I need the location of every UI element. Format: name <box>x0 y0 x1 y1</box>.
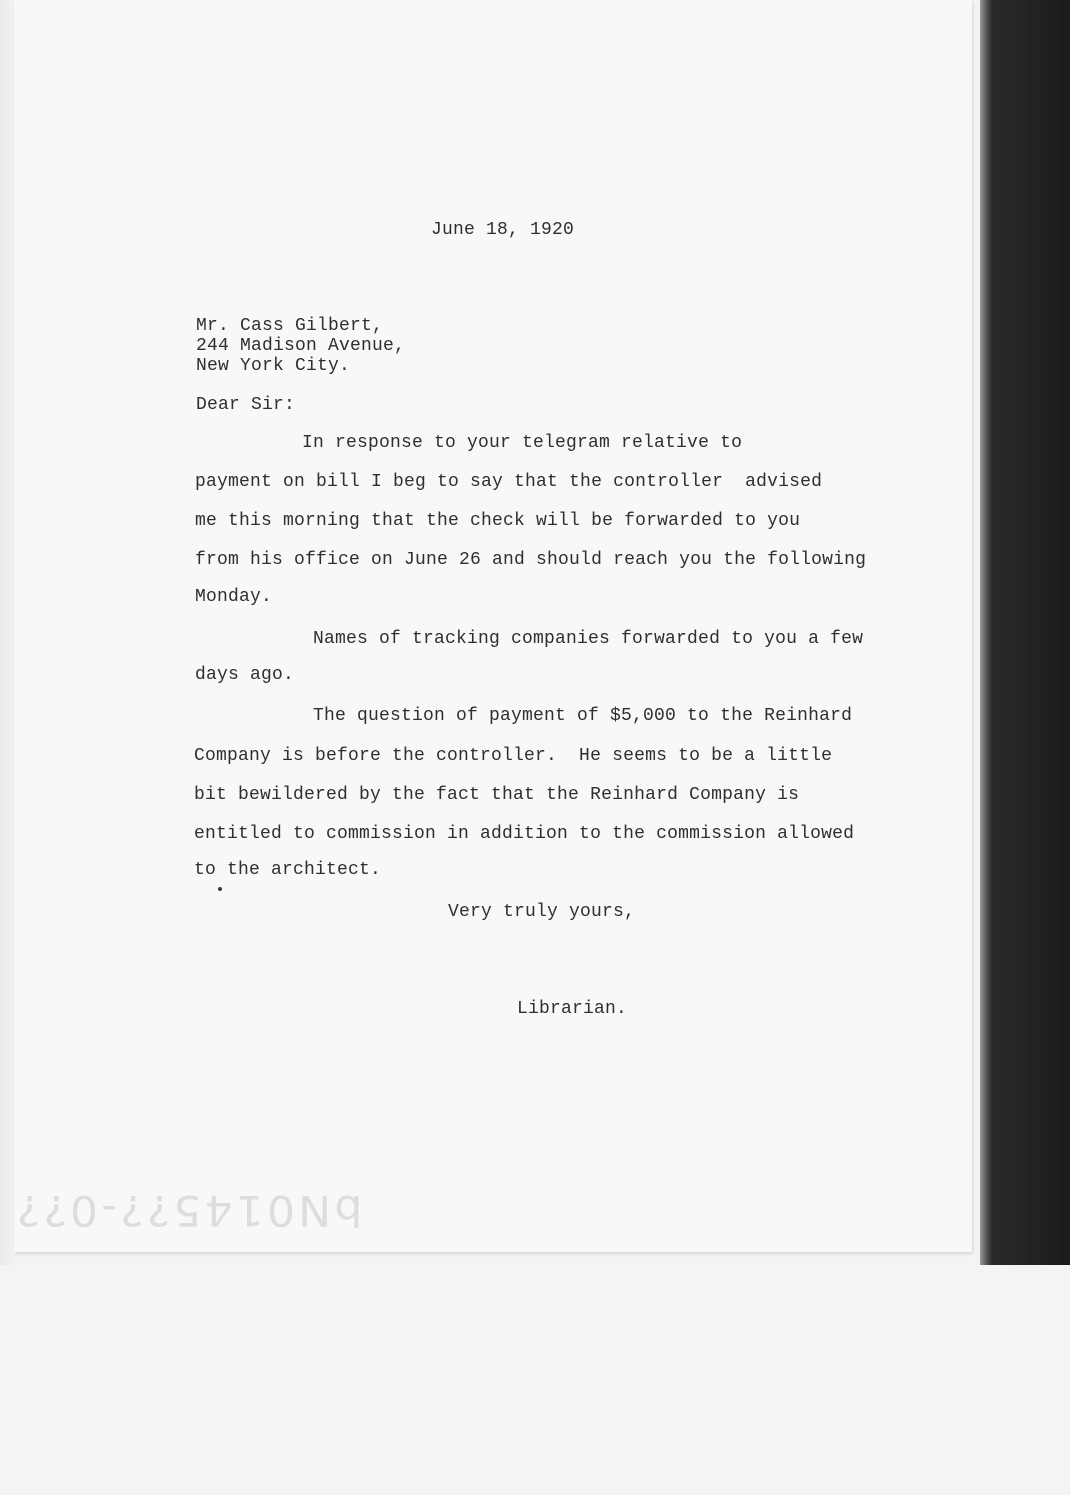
archive-id-stamp: bN0145??-0?? <box>13 1186 363 1235</box>
body-line: entitled to commission in addition to the commission allowed <box>194 824 855 844</box>
body-line: me this morning that the check will be forwarded to you <box>195 511 801 531</box>
body-line: The question of payment of $5,000 to the Reinhard <box>313 706 853 726</box>
body-line: Monday. <box>195 587 273 607</box>
recipient-city: New York City. <box>196 356 351 376</box>
scan-margin <box>0 0 14 1265</box>
body-line: days ago. <box>195 665 295 685</box>
body-line: Company is before the controller. He seems to be a little <box>194 746 833 766</box>
body-line: from his office on June 26 and should reach you the following <box>195 550 867 570</box>
scanner-bed-edge <box>980 0 1070 1265</box>
recipient-street: 244 Madison Avenue, <box>196 336 406 356</box>
body-line: bit bewildered by the fact that the Reinhard Company is <box>194 785 800 805</box>
letter-date: June 18, 1920 <box>431 220 575 240</box>
recipient-name: Mr. Cass Gilbert, <box>196 316 384 336</box>
body-line: In response to your telegram relative to <box>302 433 743 453</box>
body-line: payment on bill I beg to say that the controller advised <box>195 472 823 492</box>
closing: Very truly yours, <box>448 902 636 922</box>
signature: Librarian. <box>517 999 628 1019</box>
body-line: to the architect. <box>194 860 382 880</box>
body-line: Names of tracking companies forwarded to you a few <box>313 629 864 649</box>
salutation: Dear Sir: <box>196 395 296 415</box>
ink-speck <box>218 887 222 891</box>
letter-sheet <box>14 0 972 1252</box>
